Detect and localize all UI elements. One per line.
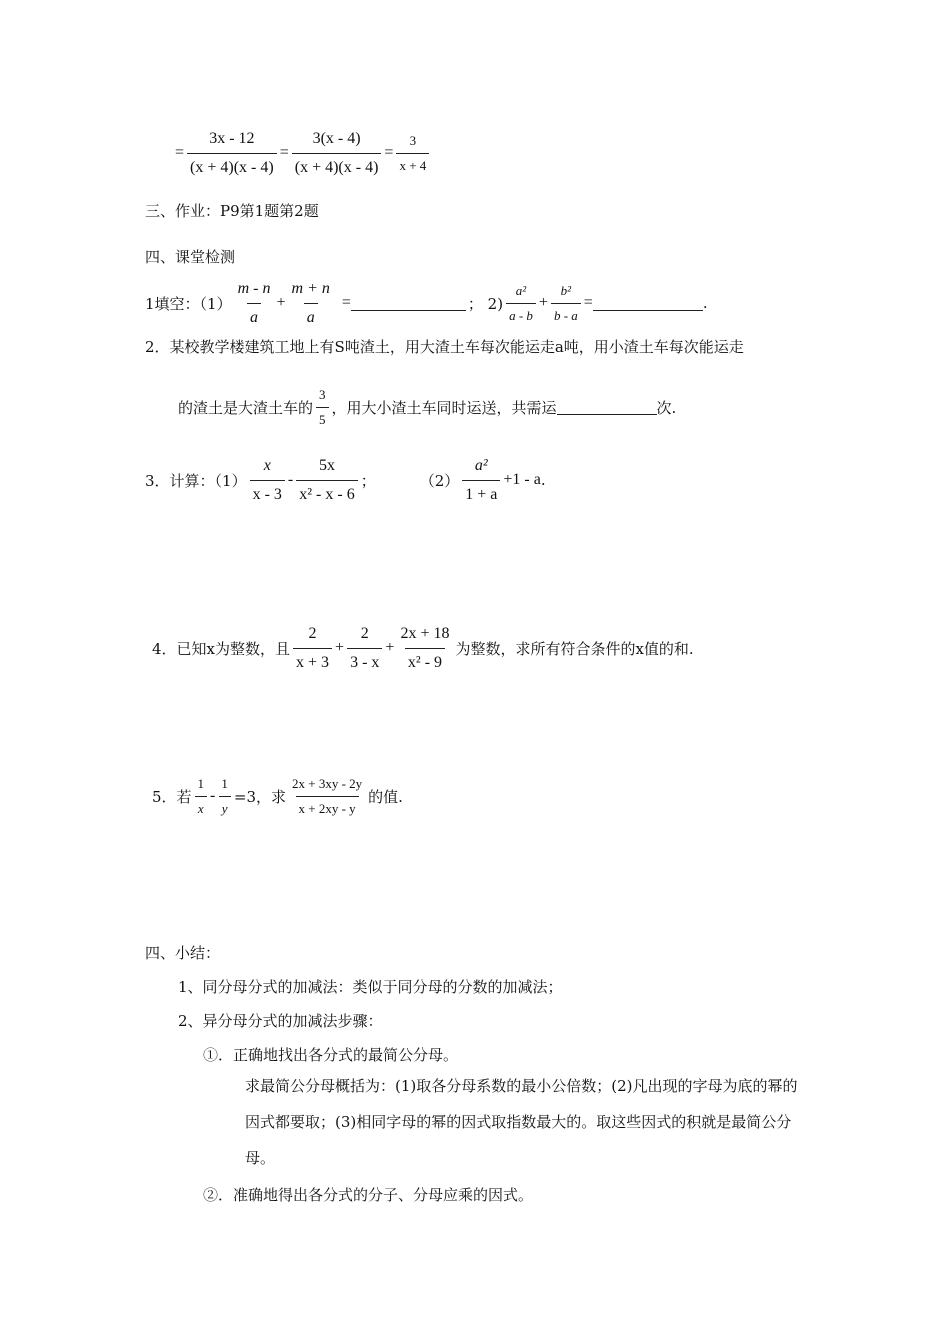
denominator: a: [247, 303, 261, 329]
answer-blank-3[interactable]: [557, 400, 657, 415]
q1-fraction-3: [506, 282, 536, 324]
q5-pre-text: 5．若: [152, 787, 192, 806]
plus-sign: +: [276, 294, 286, 312]
q3-fraction-3: [462, 455, 500, 505]
q5-fraction-3: [289, 775, 365, 817]
q3-label-2: （2）: [419, 471, 460, 490]
q3-fraction-2: [296, 455, 357, 505]
summary-item-2: 2、异分母分式的加减法步骤：: [178, 1012, 383, 1030]
answer-blank-2[interactable]: [593, 296, 703, 311]
q2-fraction: [316, 386, 329, 428]
denominator: x + 2xy - y: [296, 796, 359, 818]
numerator: 5x: [318, 457, 335, 474]
question-2-line-2: [178, 386, 676, 428]
summary-explanation: 求最简公分母概括为：(1)取各分母系数的最小公倍数；(2)凡出现的字母为底的幂的因式都要取；(3)相同字母的幂的因式取指数最大的。取这些因式的积就是最简公分母。: [245, 1077, 798, 1167]
denominator: (x + 4)(x - 4): [292, 153, 382, 179]
question-2-line-1: 2．某校教学楼建筑工地上有S吨渣土，用大渣土车每次能运走a吨，用小渣土车每次能运走: [145, 338, 744, 356]
equals-sign: =: [279, 144, 289, 162]
denominator: 1 + a: [462, 480, 500, 506]
numerator: 3: [319, 387, 326, 402]
numerator: 3(x - 4): [312, 130, 361, 147]
numerator: b²: [560, 283, 572, 299]
q3-label: 3．计算：（1）: [145, 471, 247, 490]
equals-sign: =: [175, 144, 185, 162]
q4-fraction-2: [347, 623, 382, 673]
denominator: x² - x - 6: [296, 480, 357, 506]
q1-fraction-2: [289, 278, 333, 328]
homework-line: 三、作业：P9第1题第2题: [145, 202, 319, 220]
q3-separator: ；: [360, 471, 376, 490]
numerator: 3x - 12: [209, 130, 255, 147]
denominator: y: [219, 796, 231, 818]
check-title: 四、课堂检测: [145, 248, 236, 266]
q4-fraction-3: [397, 623, 452, 673]
summary-step-1: ①．正确地找出各分式的最简公分母。: [203, 1046, 459, 1064]
denominator: x + 3: [293, 648, 332, 674]
denominator: x² - 9: [405, 648, 445, 674]
numerator: 2x + 18: [400, 625, 450, 642]
denominator: 3 - x: [347, 648, 382, 674]
equals-sign: =: [341, 294, 351, 312]
numerator: 3: [409, 133, 417, 149]
numerator: 2x + 3xy - 2y: [292, 776, 363, 791]
question-5: [152, 775, 403, 817]
denominator: a: [304, 303, 318, 329]
fraction-1: [187, 128, 277, 178]
q5-mid-text: =3，求: [233, 787, 286, 806]
denominator: x: [195, 796, 207, 818]
denominator: b - a: [551, 303, 581, 325]
plus-sign: +: [335, 639, 345, 657]
q4-fraction-1: [293, 623, 332, 673]
equals-sign: =: [583, 294, 593, 312]
summary-title: 四、小结：: [145, 944, 221, 962]
q5-post-text: 的值.: [368, 787, 403, 806]
q1-fraction-4: [551, 282, 581, 324]
q1-fraction-1: [235, 278, 274, 328]
answer-blank-1[interactable]: [351, 296, 466, 311]
q3-fraction-1: [250, 455, 285, 505]
denominator: 5: [316, 407, 329, 429]
question-1: [145, 278, 708, 328]
q4-post-text: 为整数，求所有符合条件的x值的和.: [455, 639, 694, 658]
fraction-2: [292, 128, 382, 178]
equals-sign: =: [384, 144, 394, 162]
numerator: 1: [197, 776, 205, 791]
minus-sign: -: [210, 787, 216, 805]
q4-pre-text: 4．已知x为整数，且: [152, 639, 291, 658]
denominator: (x + 4)(x - 4): [187, 153, 277, 179]
numerator: x: [263, 457, 271, 474]
numerator: 1: [221, 776, 228, 791]
numerator: a²: [474, 457, 488, 474]
q1-separator: ； 2): [467, 294, 504, 313]
q1-label: 1填空：（1）: [145, 294, 232, 313]
equation-line: [175, 128, 432, 178]
period: .: [702, 294, 708, 313]
plus-sign: +: [538, 294, 548, 312]
plus-sign: +: [385, 639, 395, 657]
question-4: [152, 623, 694, 673]
numerator: a²: [515, 283, 527, 299]
numerator: 2: [360, 625, 369, 642]
numerator: m + n: [291, 280, 330, 297]
q2-end: 次.: [656, 398, 677, 417]
q3-tail: +1 - a: [503, 471, 541, 489]
summary-step-2: ②．准确地得出各分式的分子、分母应乘的因式。: [203, 1186, 534, 1204]
summary-item-1: 1、同分母分式的加减法：类似于同分母的分数的加减法；: [178, 978, 563, 996]
minus-sign: -: [287, 471, 294, 489]
denominator: x + 4: [396, 153, 429, 175]
question-3: [145, 455, 546, 505]
period: .: [540, 471, 546, 490]
q2-pre-text: 的渣土是大渣土车的: [178, 398, 314, 417]
numerator: m - n: [237, 280, 271, 297]
q5-fraction-1: [195, 775, 208, 817]
denominator: x - 3: [250, 480, 285, 506]
fraction-3: [396, 132, 429, 174]
q5-fraction-2: [218, 775, 231, 817]
q2-post-text: ，用大小渣土车同时运送，共需运: [331, 398, 557, 417]
numerator: 2: [308, 625, 317, 642]
denominator: a - b: [506, 303, 536, 325]
